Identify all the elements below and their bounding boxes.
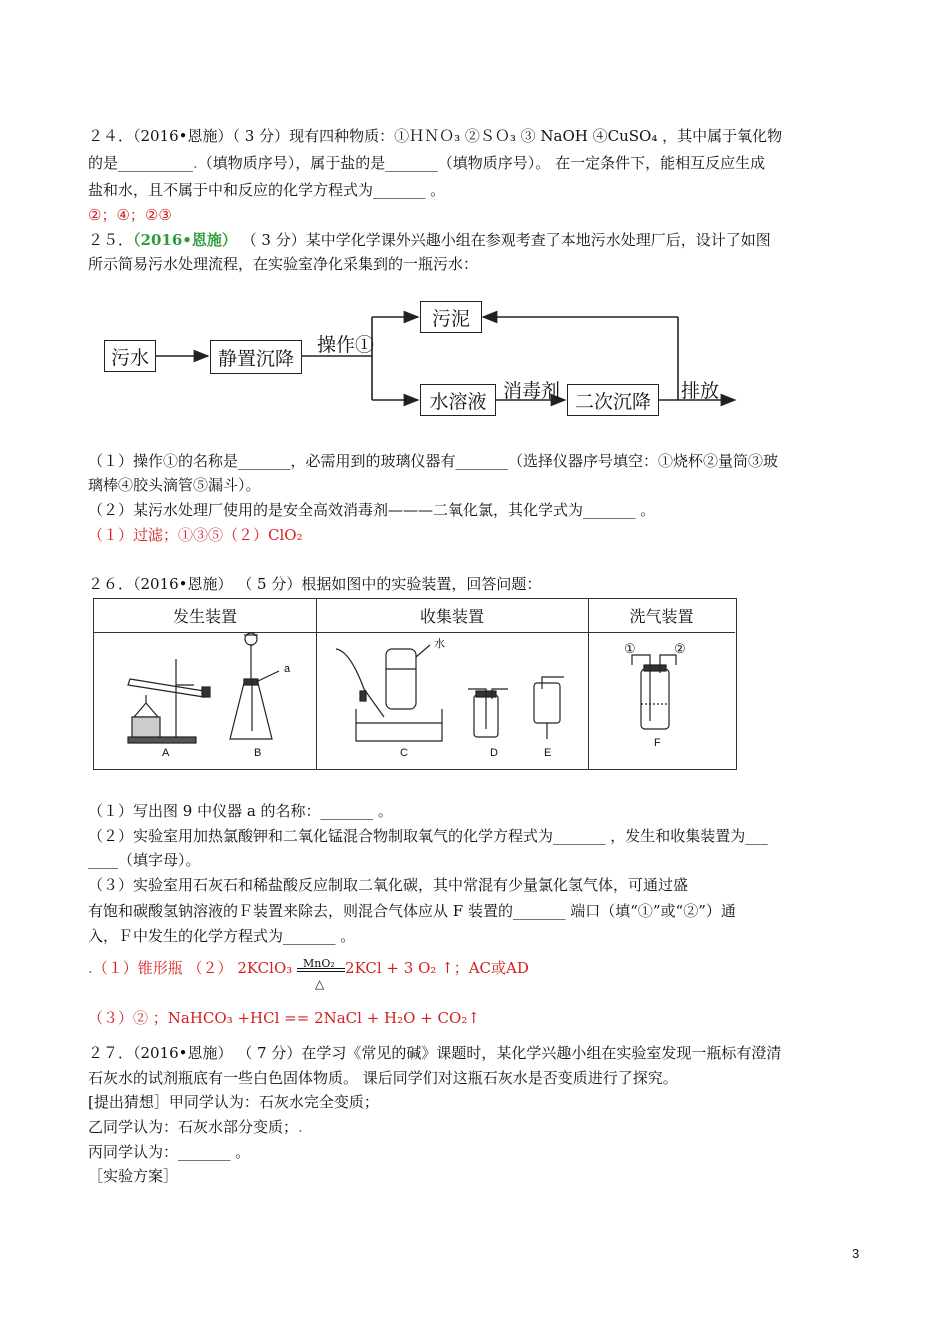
q26-answer2: （３）② ；NaHCO₃ +HCl == 2NaCl + H₂O + CO₂↑ (88, 1009, 480, 1027)
label-D: D (490, 747, 498, 759)
page-number: 3 (852, 1246, 860, 1261)
q25-sub1b: 璃棒④胶头滴管⑤漏斗）。 (88, 476, 261, 494)
reaction-condition: $\frac{\text{MnO₂}}{\triangle}$ (297, 958, 345, 978)
label-water: 水 (434, 638, 445, 650)
q24-line1: ２４．（2016•恩施）（ 3 分）现有四种物质：①ＨＮＯ₃ ②ＳＯ₃ ③ NaOH ④CuSO₄ ，其中属于氧化物 (88, 127, 783, 145)
label-port1: ① (624, 641, 636, 656)
q25-answer: （１）过滤；①③⑤（２）ClO₂ (88, 526, 303, 544)
header-washing: 洗气装置 (588, 599, 735, 633)
q27-line6: ［实验方案］ (88, 1167, 179, 1185)
q25-line1: ２５．（2016•恩施） （ 3 分）某中学化学课外兴趣小组在参观考查了本地污水处理厂后，设计了如图 (88, 231, 771, 249)
q26-sub3a: （３）实验室用石灰石和稀盐酸反应制取二氧化碳，其中常混有少量氯化氢气体，可通过盛 (88, 876, 689, 894)
q26-sub1: （１）写出图 9 中仪器 a 的名称：_______ 。 (88, 802, 393, 820)
q26-line1: ２６．（2016•恩施） （ 5 分）根据如图中的实验装置，回答问题： (88, 575, 542, 593)
label-C: C (400, 747, 408, 759)
q24-answer: ②；④；②③ (88, 206, 172, 224)
q26-answer1: .（１）锥形瓶 （２） 2KClO₃ $\frac{\text{MnO₂}}{\triangle}$ 2KCl + 3 O₂ ↑；AC或AD (88, 957, 529, 991)
q25-sub2: （２）某污水处理厂使用的是安全高效消毒剂———二氧化氯，其化学式为_______ 。 (88, 501, 656, 519)
q27-line1: ２７．（2016•恩施） （ 7 分）在学习《常见的碱》课题时，某化学兴趣小组在实验室发现一瓶标有澄清 (88, 1044, 782, 1062)
q24-line3: 盐和水，且不属于中和反应的化学方程式为_______ 。 (88, 181, 446, 199)
apparatus-table (93, 598, 737, 770)
q25-sub1a: （１）操作①的名称是_______，必需用到的玻璃仪器有_______（选择仪器序号填空：①烧杯②量筒③玻 (88, 452, 779, 470)
header-collection: 收集装置 (316, 599, 588, 633)
header-generation: 发生装置 (94, 599, 316, 633)
q25-line2: 所示简易污水处理流程，在实验室净化采集到的一瓶污水： (88, 255, 479, 273)
q27-line5: 丙同学认为：_______ 。 (88, 1143, 251, 1161)
q26-sub2b: ____（填字母）。 (88, 851, 201, 869)
label-B: B (254, 747, 262, 759)
label-a: a (284, 663, 291, 675)
flow-box-wastewater: 污水 (104, 340, 156, 372)
label-E: E (544, 747, 552, 759)
flow-box-sludge: 污泥 (420, 301, 482, 333)
flow-box-second-settle: 二次沉降 (567, 384, 659, 416)
flow-box-solution: 水溶液 (420, 384, 496, 416)
flow-label-disinfectant: 消毒剂 (503, 380, 561, 402)
flow-box-settle: 静置沉降 (210, 340, 302, 374)
apparatus-drawings (94, 599, 738, 771)
q26-sub3b: 有饱和碳酸氢钠溶液的Ｆ装置来除去，则混合气体应从 F 装置的_______ 端口（填“①”或“②”）通 (88, 902, 736, 920)
q26-sub3c: 入，Ｆ中发生的化学方程式为_______ 。 (88, 927, 356, 945)
q27-line3: [提出猜想］甲同学认为：石灰水完全变质； (88, 1093, 379, 1111)
q26-sub2a: （２）实验室用加热氯酸钾和二氧化锰混合物制取氧气的化学方程式为_______ ，发生和收集装置为___ (88, 827, 768, 845)
label-F: F (654, 737, 661, 749)
q24-line2: 的是__________.（填物质序号），属于盐的是_______（填物质序号）。 在一定条件下，能相互反应生成 (88, 154, 766, 172)
flow-label-operation: 操作① (317, 334, 375, 356)
q27-line2: 石灰水的试剂瓶底有一些白色固体物质。 课后同学们对这瓶石灰水是否变质进行了探究。 (88, 1069, 678, 1087)
q27-line4: 乙同学认为：石灰水部分变质；. (88, 1118, 303, 1136)
label-A: A (162, 747, 170, 759)
label-port2: ② (674, 641, 686, 656)
flow-label-discharge: 排放 (681, 380, 720, 402)
